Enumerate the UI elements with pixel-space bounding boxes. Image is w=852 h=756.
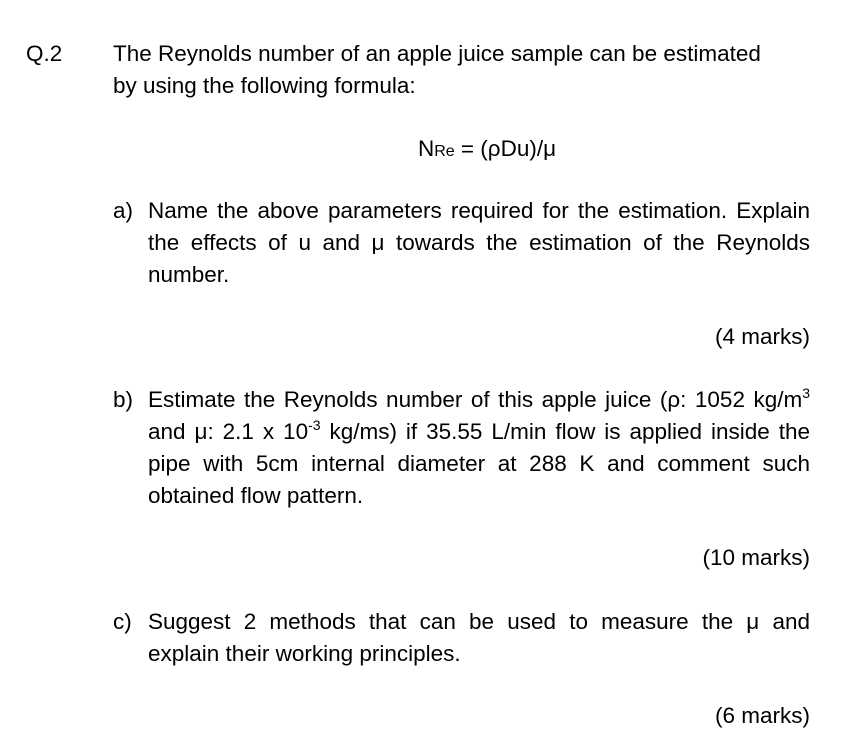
formula-subscript: Re [434, 143, 455, 160]
part-a [113, 195, 810, 291]
part-c-text: Suggest 2 methods that can be used to measure the μ and explain their working principles. [148, 609, 810, 666]
part-a-marks: (4 marks) [715, 324, 810, 349]
part-a-text: Name the above parameters required for the estimation. Explain the effects of u and μ towards the estimation of the Reynolds number. [148, 198, 810, 287]
part-b-label: b) [113, 387, 134, 412]
intro-line-2: by using the following formula: [113, 73, 416, 98]
part-b-text-3: kg/ms) if 35.55 L/min flow is applied inside the pipe with 5cm internal diameter at 288 K and comment such obtained flow pattern. [148, 419, 810, 508]
formula-symbol: N [417, 136, 435, 161]
question-number: Q.2 [26, 41, 63, 66]
part-b-text-1: Estimate the Reynolds number of this apple juice (ρ: 1052 kg/m [148, 387, 803, 412]
part-b-superscript-2: -3 [308, 417, 321, 433]
part-b-marks: (10 marks) [702, 545, 810, 570]
formula-expression: = (ρDu)/μ [454, 136, 557, 161]
part-b-text [148, 384, 810, 512]
reynolds-formula [0, 133, 852, 168]
part-a-label: a) [113, 198, 134, 223]
part-b-superscript-1: 3 [802, 385, 810, 401]
part-c-label: c) [113, 609, 132, 634]
question-intro [113, 38, 813, 102]
part-b-text-2: and μ: 2.1 x 10 [148, 419, 309, 444]
part-c-marks: (6 marks) [715, 703, 810, 728]
intro-line-1: The Reynolds number of an apple juice sample can be estimated [113, 41, 761, 66]
part-b [113, 384, 810, 512]
part-c [113, 606, 810, 670]
